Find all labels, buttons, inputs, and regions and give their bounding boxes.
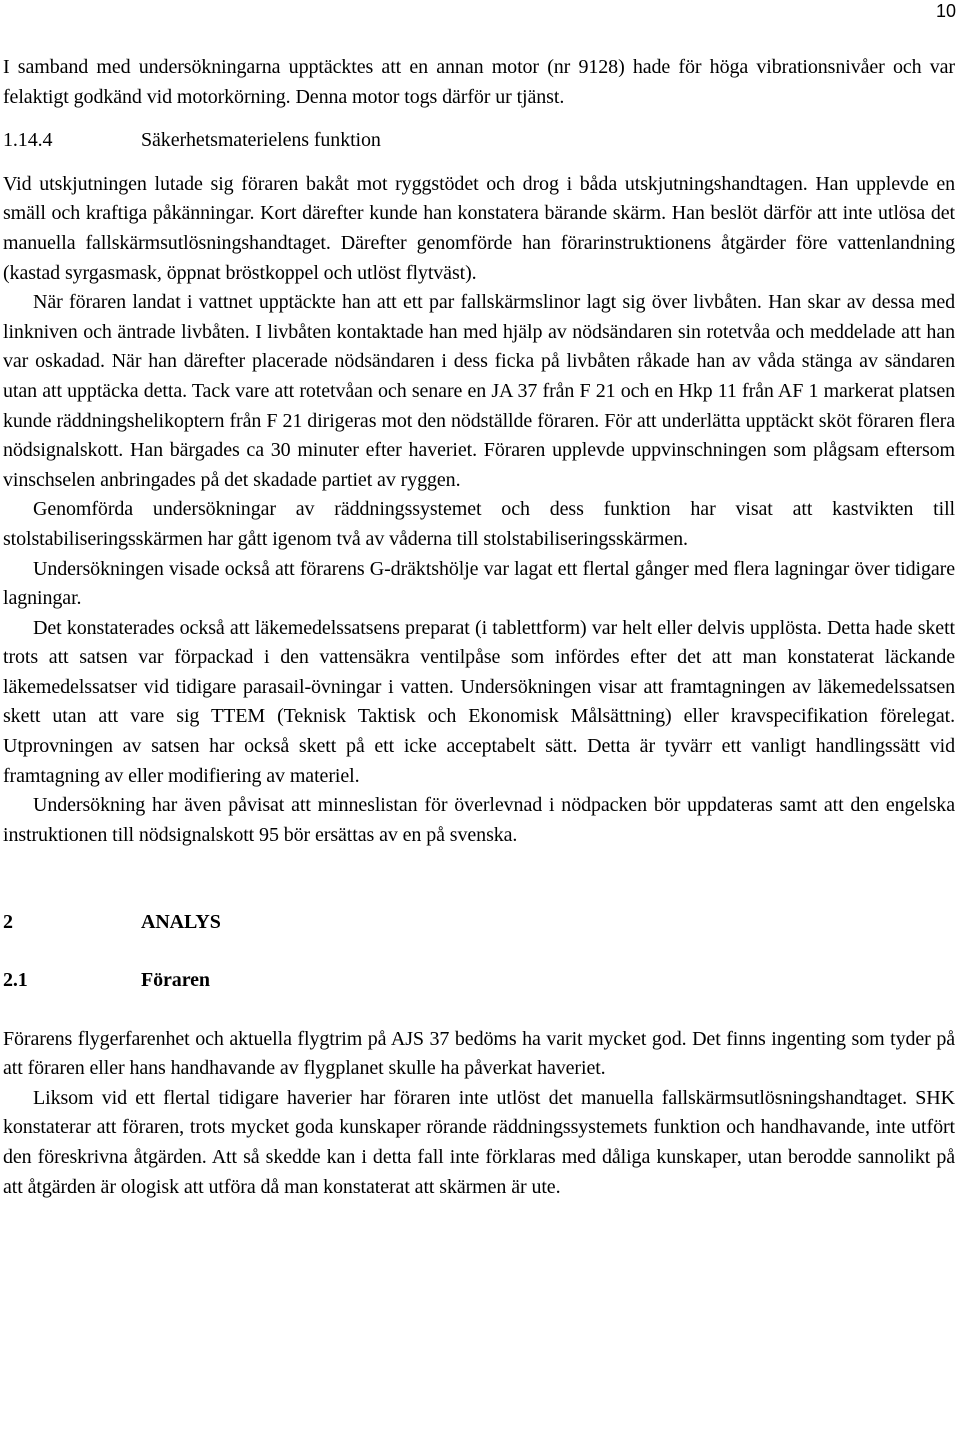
paragraph: Det konstaterades också att läkemedelssatsens preparat (i tablettform) var helt eller delvis upplösta. Detta hade skett trots att satsen var förpackad i den vattensäkra ventilpåse som infördes efter det att man konstaterat läckande läkemedelssatser vid tidigare parasail-övningar i vatten. Undersökningen visar att framtagningen av läkemedelssatsen skett utan att vare sig TTEM (Teknisk Taktisk och Ekonomisk Målsättning) eller kravspecifikation förelegat. Utprovningen av satsen har också skett på ett icke acceptabelt sätt. Detta är tyvärr ett vanligt handlingssätt vid framtagning av eller modifiering av materiel. [3, 616, 955, 787]
paragraph: Liksom vid ett flertal tidigare haverier har föraren inte utlöst det manuella fallskärmsutlösningshandtaget. SHK konstaterar att föraren, trots mycket goda kunskaper rörande räddningssystemets funktion och handhavande, inte utfört den föreskrivna åtgärden. Att så skedde kan i detta fall inte förklaras med dåliga kunskaper, utan berodde sannolikt på att åtgärden är ologisk att utföra då man konstaterat att skärmen är ute. [3, 1086, 955, 1198]
paragraph: När föraren landat i vattnet upptäckte han att ett par fallskärmslinor lagt sig över livbåten. Han skar av dessa med linkniven och äntrade livbåten. I livbåten kontaktade han med hjälp av nödsändaren sin rotetvåa och meddelade att han var oskadad. När han därefter placerade nödsändaren i dess ficka på livbåten råkade han av våda stänga av sändaren utan att upptäcka detta. Tack vare att rotetvåan och senare en JA 37 från F 21 och en Hkp 11 från AF 1 markerat platsen kunde räddningshelikoptern från F 21 dirigeras mot den nödställde föraren. För att underlätta upptäckt sköt föraren flera nödsignalskott. Han bärgades ca 30 minuter efter haveriet. Föraren upplevde uppvinschningen som plågsam eftersom vinschselen anbringades på det skadade partiet av ryggen. [3, 291, 955, 491]
section-number: 1.14.4 [3, 129, 53, 152]
paragraph: Undersökning har även påvisat att minneslistan för överlevnad i nödpacken bör uppdateras samt att den engelska instruktionen till nödsignalskott 95 bör ersättas av en på svenska. [3, 794, 955, 846]
section-number: 2.1 [3, 969, 28, 992]
paragraph: Undersökningen visade också att förarens G-dräktshölje var lagat ett flertal gånger med flera lagningar över tidigare lagningar. [3, 557, 955, 610]
section-title: Föraren [141, 969, 210, 992]
paragraph: Genomförda undersökningar av räddningssystemet och dess funktion har visat att kastvikten till stolstabiliseringsskärmen har gått igenom två av våderna till stolstabiliseringsskärmen. [3, 498, 955, 550]
section-number: 2 [3, 911, 13, 934]
paragraph: Förarens flygerfarenhet och aktuella flygtrim på AJS 37 bedöms ha varit mycket god. Det finns ingenting som tyder på att föraren eller hans handhavande av flygplanet skulle ha påverkat haveriet. [3, 1027, 955, 1080]
paragraph: Vid utskjutningen lutade sig föraren bakåt mot ryggstödet och drog i båda utskjutningshandtagen. Han upplevde en smäll och kraftiga påkänningar. Kort därefter kunde han konstatera bärande skärm. Han beslöt därför att inte utlösa det manuella fallskärmsutlösningshandtaget. Därefter genomförde han förarinstruktionens åtgärder före vattenlandning (kastad syrgasmask, öppnat bröstkoppel och utlöst flytväst). [3, 172, 955, 284]
section-heading-2 [3, 908, 955, 938]
intro-paragraph: I samband med undersökningarna upptäcktes att en annan motor (nr 9128) hade för höga vibrationsnivåer och var felaktigt godkänd vid motorkörning. Denna motor togs därför ur tjänst. [3, 56, 955, 108]
section-title: Säkerhetsmaterielens funktion [141, 129, 381, 152]
section-heading-1-14-4 [3, 126, 955, 156]
section-title: ANALYS [141, 911, 221, 934]
page-number: 10 [935, 1, 956, 21]
page-body [3, 53, 955, 1202]
section-heading-2-1 [3, 966, 955, 996]
